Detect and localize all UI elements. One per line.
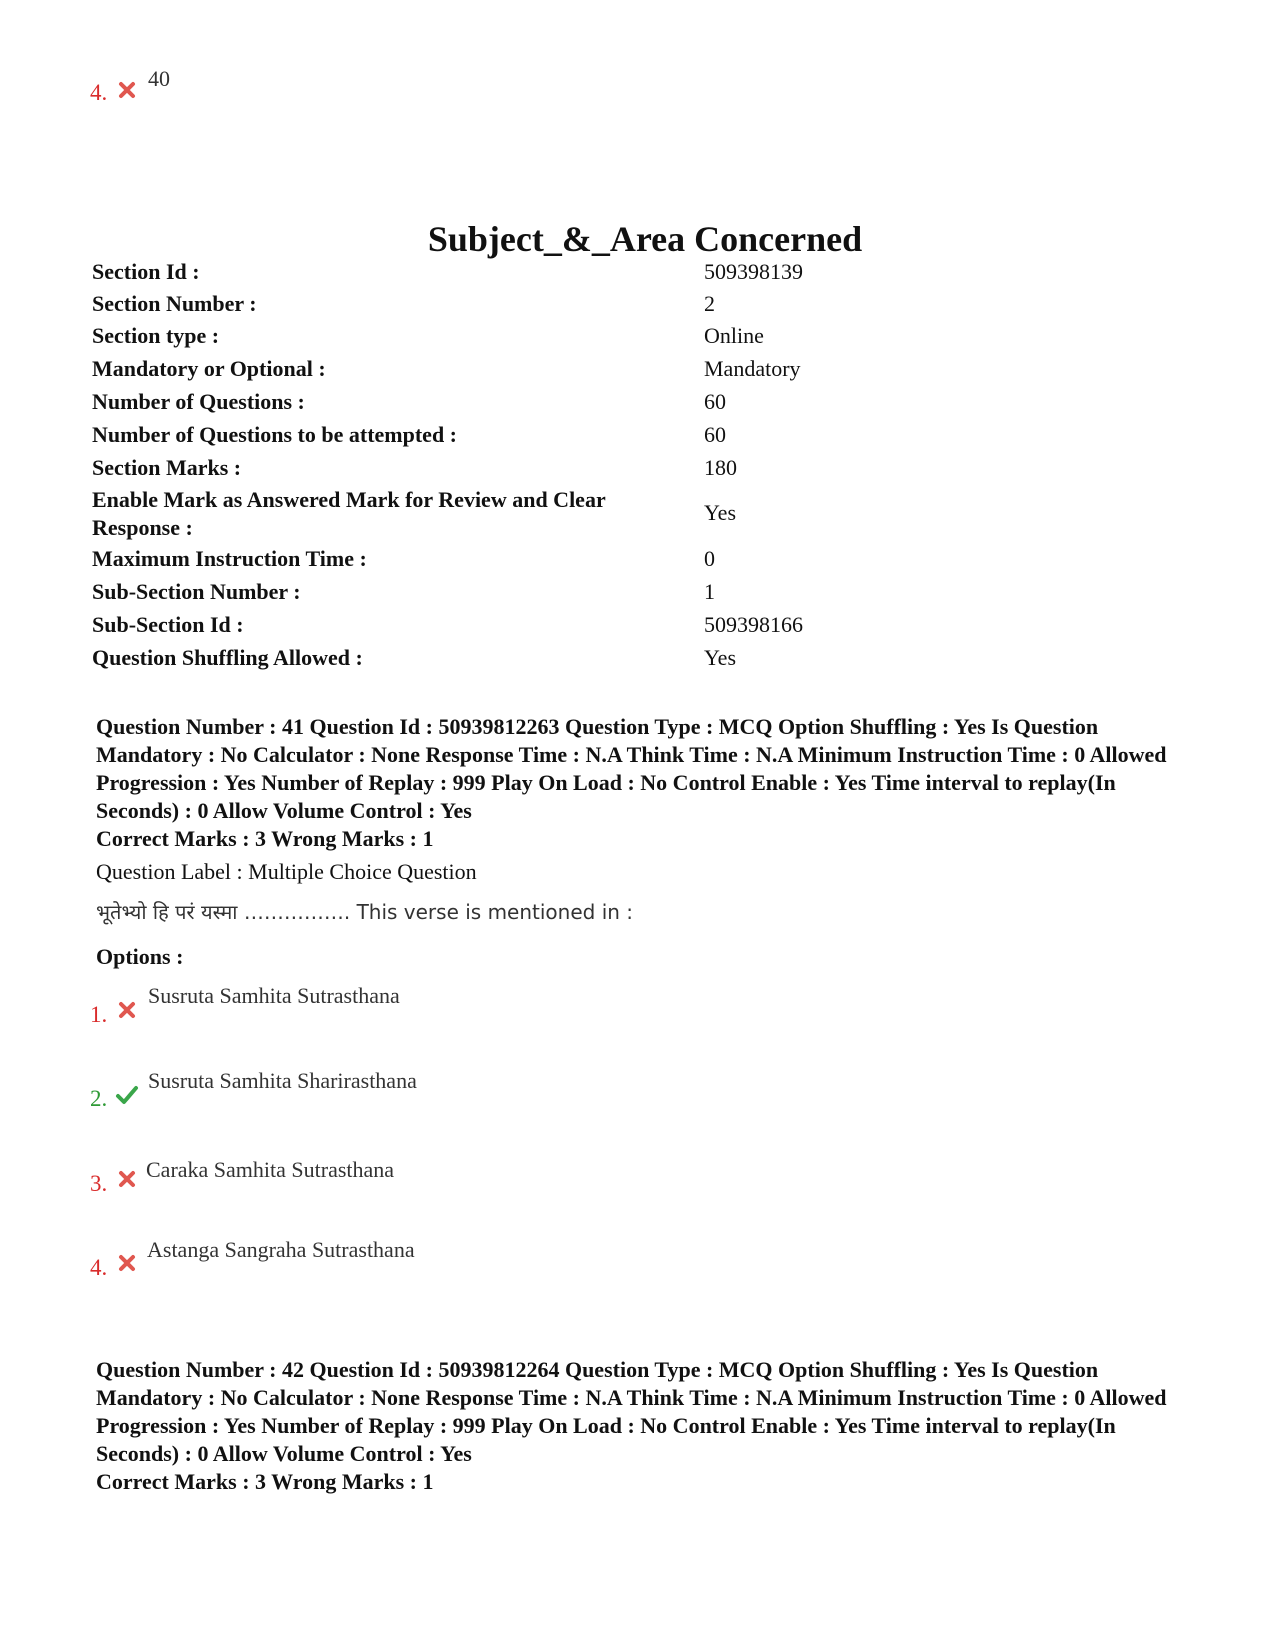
- option-text: Astanga Sangraha Sutrasthana: [147, 1237, 415, 1262]
- row-max-instruction-time: [92, 545, 1192, 579]
- option-text: Susruta Samhita Sutrasthana: [148, 983, 400, 1008]
- option-text: Susruta Samhita Sharirasthana: [148, 1068, 417, 1093]
- question-41-header: Question Number : 41 Question Id : 50939812263 Question Type : MCQ Option Shuffling : Yes Is Question Mandatory : No Calculator : None Response Time : N.A Think Time : N.A Minimum Instruction Time : 0 Allowed Progression : Yes Number of Replay : 999 Play On Load : No Control Enable : Yes Time interval to replay(In Seconds) : 0 Allow Volume Control : Yes: [96, 714, 1167, 823]
- value: 1: [704, 579, 715, 604]
- check-icon: [115, 1085, 139, 1105]
- row-question-shuffling: [92, 644, 1192, 678]
- row-sub-section-id: [92, 611, 1192, 645]
- row-sub-section-number: [92, 578, 1192, 612]
- label: Mandatory or Optional :: [92, 356, 326, 381]
- label: Section Id :: [92, 259, 200, 284]
- question-42-marks: Correct Marks : 3 Wrong Marks : 1: [96, 1469, 434, 1494]
- row-num-questions: [92, 388, 1192, 422]
- value: 60: [704, 389, 726, 414]
- label: Maximum Instruction Time :: [92, 546, 367, 571]
- value: 180: [704, 455, 737, 480]
- option-number: 3.: [90, 1171, 108, 1196]
- question-41-marks: Correct Marks : 3 Wrong Marks : 1: [96, 826, 434, 851]
- row-section-number: [92, 290, 1192, 324]
- question-41-text: भूतेभ्यो हि परं यस्मा ……………. This verse is mentioned in :: [96, 900, 634, 924]
- value: Yes: [704, 500, 737, 525]
- value: Yes: [704, 645, 737, 670]
- row-section-marks: [92, 454, 1192, 488]
- cross-icon: [117, 1000, 137, 1020]
- value: 509398166: [704, 612, 803, 637]
- label: Question Shuffling Allowed :: [92, 645, 363, 670]
- question-41-label: Question Label : Multiple Choice Question: [96, 859, 477, 884]
- label: Sub-Section Id :: [92, 612, 244, 637]
- option-number: 2.: [90, 1086, 108, 1111]
- cross-icon: [117, 1169, 137, 1189]
- label: Number of Questions to be attempted :: [92, 422, 458, 447]
- label: Enable Mark as Answered Mark for Review and Clear Response :: [92, 487, 606, 540]
- option-text: Caraka Samhita Sutrasthana: [146, 1157, 395, 1182]
- label: Section type :: [92, 323, 220, 348]
- label: Number of Questions :: [92, 389, 305, 414]
- option-number: 4.: [90, 1255, 108, 1280]
- row-section-id: [92, 258, 1192, 292]
- value: 0: [704, 546, 715, 571]
- row-mandatory: [92, 355, 1192, 389]
- value: 60: [704, 422, 726, 447]
- question-42-header: Question Number : 42 Question Id : 50939812264 Question Type : MCQ Option Shuffling : Yes Is Question Mandatory : No Calculator : None Response Time : N.A Think Time : N.A Minimum Instruction Time : 0 Allowed Progression : Yes Number of Replay : 999 Play On Load : No Control Enable : Yes Time interval to replay(In Seconds) : 0 Allow Volume Control : Yes: [96, 1357, 1167, 1466]
- option-number: 4.: [90, 80, 108, 105]
- options-label: Options :: [96, 944, 184, 969]
- value: Online: [704, 323, 764, 348]
- option-text: 40: [148, 66, 170, 91]
- row-section-type: [92, 322, 1192, 356]
- value: 509398139: [704, 259, 803, 284]
- cross-icon: [117, 1253, 137, 1273]
- value: Mandatory: [704, 356, 801, 381]
- row-enable-mark: [92, 486, 1192, 542]
- value: 2: [704, 291, 715, 316]
- label: Section Marks :: [92, 455, 242, 480]
- option-number: 1.: [90, 1002, 108, 1027]
- label: Section Number :: [92, 291, 257, 316]
- label: Sub-Section Number :: [92, 579, 301, 604]
- section-title: Subject_&_Area Concerned: [427, 219, 863, 259]
- cross-icon: [117, 80, 137, 100]
- prev-option-4: [90, 80, 107, 106]
- row-questions-attempted: [92, 421, 1192, 455]
